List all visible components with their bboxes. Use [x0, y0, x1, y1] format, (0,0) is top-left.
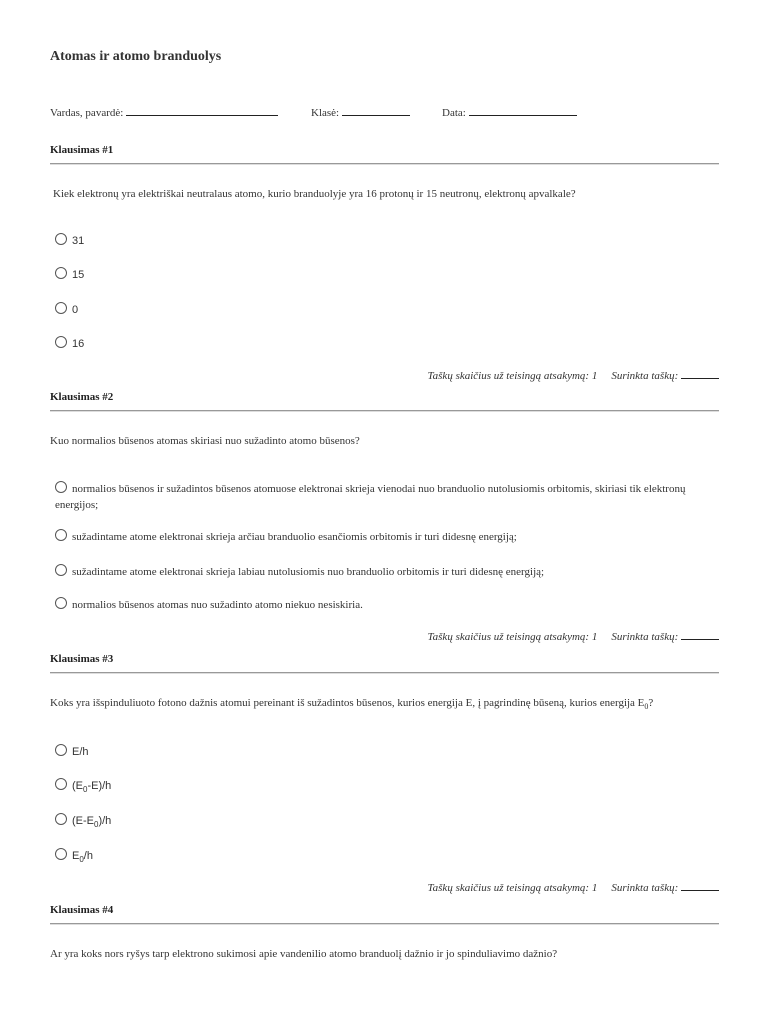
question-2-option-2[interactable]: sužadintame atome elektronai skrieja arčiau branduolio esančiomis orbitomis ir turi didesnę energiją; — [55, 529, 715, 545]
question-2-option-1[interactable]: normalios būsenos ir sužadintos būsenos atomuose elektronai skrieja vienodai nuo branduolio nutolusiomis orbitomis, skiriasi tik elektronų energijos; — [55, 483, 686, 511]
question-1-heading: Klausimas #1 — [50, 144, 114, 156]
radio-icon[interactable] — [55, 336, 67, 348]
radio-icon[interactable] — [55, 848, 67, 860]
radio-icon[interactable] — [55, 302, 67, 314]
name-label: Vardas, pavardė: — [50, 107, 124, 119]
radio-icon[interactable] — [55, 778, 67, 790]
name-blank — [126, 105, 278, 116]
question-3-option-4[interactable]: $E_0/h$ — [55, 848, 715, 868]
question-2-divider — [50, 410, 719, 412]
score-blank — [681, 629, 719, 640]
page-title: Atomas ir atomo branduolys — [50, 49, 222, 64]
radio-icon[interactable] — [55, 529, 67, 541]
question-1-option-4[interactable]: 16 — [55, 336, 715, 352]
question-1-score: Taškų skaičius už teisingą atsakymą: 1 Surinkta taškų: — [428, 368, 719, 382]
class-blank — [342, 105, 410, 116]
question-2-option-3[interactable]: sužadintame atome elektronai skrieja labiau nutolusiomis nuo branduolio orbitomis ir turi didesnę energiją; — [55, 564, 715, 580]
radio-icon[interactable] — [55, 813, 67, 825]
question-1-text: Kiek elektronų yra elektriškai neutralaus atomo, kurio branduolyje yra 16 protonų ir 15 neutronų, elektronų apvalkale? — [53, 188, 576, 200]
date-field — [442, 105, 577, 119]
date-label: Data: — [442, 107, 466, 119]
question-3-text: Koks yra išspinduliuoto fotono dažnis atomui pereinant iš sužadintos būsenos, kurios energija E, į pagrindinę būseną, kurios energija $E_0$? — [50, 697, 654, 712]
class-label: Klasė: — [311, 107, 340, 119]
question-3-option-2[interactable]: $(E_0-E)/h$ — [55, 778, 715, 798]
class-field — [311, 105, 410, 119]
question-2-heading: Klausimas #2 — [50, 391, 114, 403]
question-1-option-1[interactable]: 31 — [55, 233, 715, 249]
question-4-divider — [50, 923, 719, 925]
radio-icon[interactable] — [55, 564, 67, 576]
question-3-score: Taškų skaičius už teisingą atsakymą: 1 Surinkta taškų: — [428, 880, 719, 894]
question-2-text: Kuo normalios būsenos atomas skiriasi nuo sužadinto atomo būsenos? — [50, 435, 360, 447]
question-3-option-3[interactable]: $(E-E_0)/h$ — [55, 813, 715, 833]
question-2-score: Taškų skaičius už teisingą atsakymą: 1 Surinkta taškų: — [428, 629, 719, 643]
question-3-option-1[interactable]: E/h — [55, 744, 715, 764]
radio-icon[interactable] — [55, 744, 67, 756]
question-4-heading: Klausimas #4 — [50, 904, 114, 916]
question-1-divider — [50, 163, 719, 165]
radio-icon[interactable] — [55, 233, 67, 245]
date-blank — [469, 105, 577, 116]
radio-icon[interactable] — [55, 267, 67, 279]
question-1-option-3[interactable]: 0 — [55, 302, 715, 318]
radio-icon[interactable] — [55, 597, 67, 609]
question-1-option-2[interactable]: 15 — [55, 267, 715, 283]
question-4-text: Ar yra koks nors ryšys tarp elektrono sukimosi apie vandenilio atomo branduolį dažnio ir jo spinduliavimo dažnio? — [50, 948, 558, 960]
question-2-option-4[interactable]: normalios būsenos atomas nuo sužadinto atomo niekuo nesiskiria. — [55, 597, 715, 613]
score-blank — [681, 880, 719, 891]
score-blank — [681, 368, 719, 379]
question-3-heading: Klausimas #3 — [50, 653, 114, 665]
radio-icon[interactable] — [55, 481, 67, 493]
name-field — [50, 105, 278, 119]
question-3-divider — [50, 672, 719, 674]
